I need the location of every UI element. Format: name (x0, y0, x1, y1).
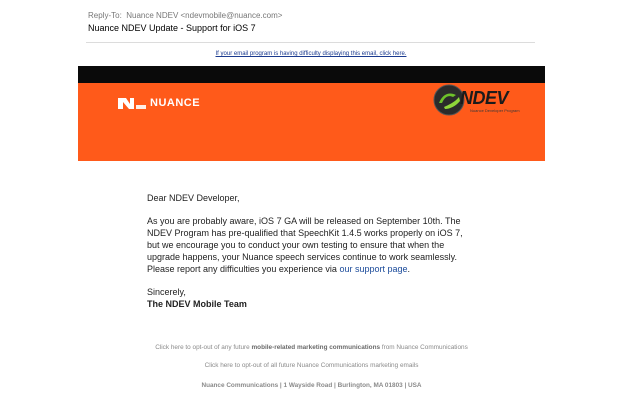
support-page-link[interactable]: our support page (339, 264, 408, 274)
email-banner (78, 83, 545, 161)
greeting: Dear NDEV Developer, (147, 193, 240, 203)
reply-to-label: Reply-To: (88, 11, 122, 20)
message-body (147, 192, 477, 310)
company-address: Nuance Communications | 1 Wayside Road | Burlington, MA 01803 | USA (201, 382, 422, 389)
header-divider (86, 42, 535, 43)
nuance-logo-icon (117, 96, 147, 110)
email-header (88, 10, 548, 34)
email-subject: Nuance NDEV Update - Support for iOS 7 (88, 23, 256, 33)
paragraph-end: . (407, 264, 411, 274)
reply-to-line (88, 10, 548, 21)
optout-mobile-link[interactable] (78, 344, 545, 352)
optout-mobile-suffix: from Nuance Communications (380, 344, 468, 351)
reply-to-value[interactable]: Nuance NDEV <ndevmobile@nuance.com> (126, 11, 283, 20)
nuance-logo-text: NUANCE (150, 97, 201, 109)
signature: The NDEV Mobile Team (147, 299, 247, 309)
optout-mobile-bold: mobile-related marketing communications (251, 344, 381, 351)
optout-mobile-prefix: Click here to opt-out of any future (155, 344, 252, 351)
paragraph-text: As you are probably aware, iOS 7 GA will be released on September 10th. The NDEV Program has pre-qualified that SpeechKit 1.4.5 works properly on iOS 7, but we encourage you to conduct your own testing to ensure that when the upgrade happens, your Nuance speech services continue to work seamlessly. Please report any difficulties you experience via (147, 216, 463, 274)
view-in-browser-link[interactable]: If your email program is having difficulty displaying this email, click here. (215, 51, 407, 57)
ndev-logo-text: NDEV (460, 88, 509, 108)
ndev-logo-subtext: Nuance Developer Program (470, 108, 520, 113)
banner-top-strip (78, 66, 545, 83)
signoff: Sincerely, (147, 287, 186, 297)
ndev-logo (430, 83, 545, 127)
optout-all-link[interactable]: Click here to opt-out of all future Nuance Communications marketing emails (204, 362, 419, 369)
message-paragraph (147, 215, 477, 275)
